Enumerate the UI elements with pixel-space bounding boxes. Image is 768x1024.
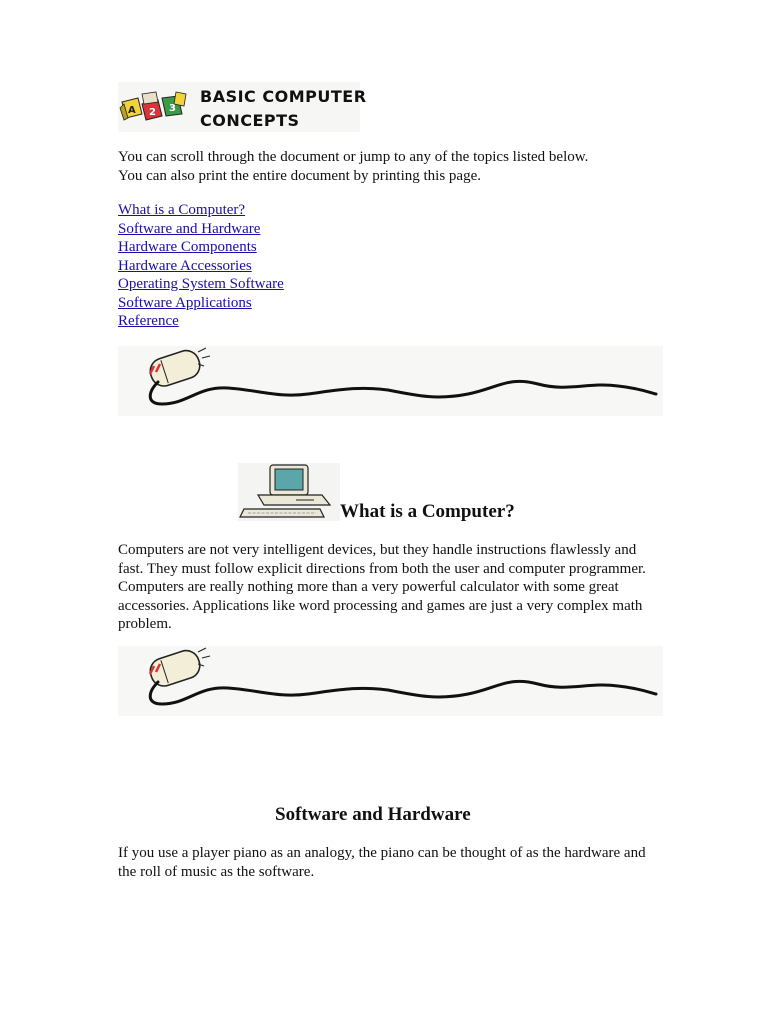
computer-icon <box>238 463 340 521</box>
section-body-software-and-hardware: If you use a player piano as an analogy, the piano can be thought of as the hardware and the roll of music as the software. <box>118 845 646 880</box>
block-letter-a: A <box>128 105 136 116</box>
section-body-what-is-a-computer: Computers are not very intelligent devices, but they handle instructions flawlessly and fast. They must follow explicit directions from both the user and computer programmer. Computers are really nothing more than a very powerful calculator with some great accessories. Applications like word processing and games are just a very complex math problem. <box>118 542 646 632</box>
link-hardware-accessories[interactable]: Hardware Accessories <box>118 257 252 274</box>
link-operating-system-software[interactable]: Operating System Software <box>118 276 284 292</box>
link-hardware-components[interactable]: Hardware Components <box>118 239 257 255</box>
header-title-line1: BASIC COMPUTER <box>200 87 367 106</box>
intro-line-2: You can also print the entire document by printing this page. <box>118 168 481 184</box>
link-software-and-hardware[interactable]: Software and Hardware <box>118 220 261 237</box>
mouse-cord-divider-icon <box>118 346 663 416</box>
abc-blocks-icon <box>118 88 190 128</box>
intro-text <box>118 148 658 186</box>
header-banner <box>118 82 367 132</box>
block-letter-3: 3 <box>169 103 176 114</box>
section-heading-software-and-hardware: Software and Hardware <box>275 804 471 825</box>
header-title <box>200 85 367 133</box>
link-software-applications[interactable]: Software Applications <box>118 294 252 311</box>
intro-line-1: You can scroll through the document or jump to any of the topics listed below. <box>118 149 589 165</box>
topic-links <box>118 201 284 331</box>
block-letter-2: 2 <box>149 107 156 118</box>
section-heading-what-is-a-computer: What is a Computer? <box>340 501 515 522</box>
mouse-cord-divider-icon <box>118 646 663 716</box>
link-what-is-a-computer[interactable]: What is a Computer? <box>118 202 246 218</box>
header-title-line2: CONCEPTS <box>200 111 300 130</box>
link-reference[interactable]: Reference <box>118 313 179 329</box>
